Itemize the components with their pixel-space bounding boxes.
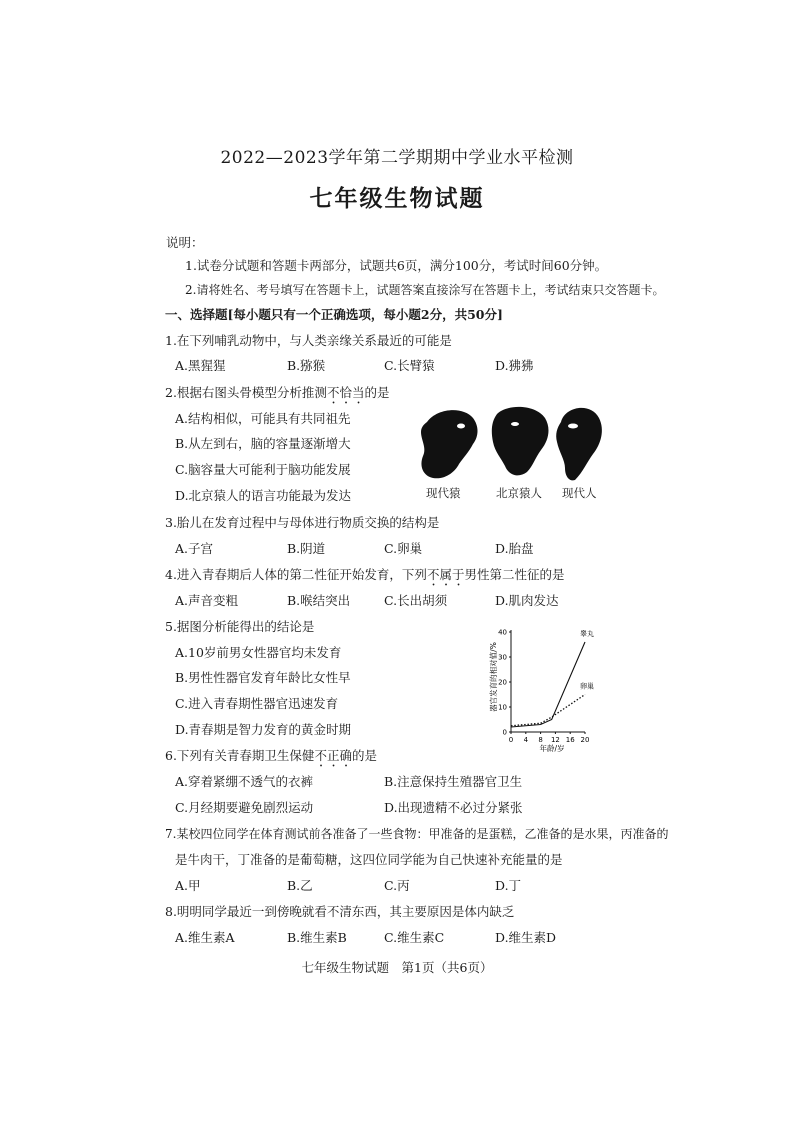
q6-option-a: A.穿着紧绷不透气的衣裤 [175,774,314,789]
q7-option-c: C.丙 [384,878,410,893]
chart-x-tick-label: 12 [550,736,560,744]
q2-stem-emphasis: 不恰当 [326,385,365,400]
page-footer: 七年级生物试题 第1页（共6页） [301,960,493,975]
chart-x-axis-label: 年龄/岁 [539,744,565,753]
chart-y-tick-label: 40 [498,628,507,637]
chart-y-tick-label: 30 [498,653,507,662]
q2-stem: 2.根据右图头骨模型分析推测不恰当的是 [165,385,390,400]
chart-y-tick-label: 20 [498,678,507,687]
q8-option-a: A.维生素A [175,930,235,945]
q6-stem-emphasis: 不正确 [314,748,352,763]
instructions-heading: 说明： [166,235,204,250]
section-1-heading: 一、选择题[每小题只有一个正确选项，每小题2分，共50分] [165,307,503,322]
q6-option-b: B.注意保持生殖器官卫生 [384,774,523,789]
q7-option-d: D.丁 [495,878,522,893]
exam-title-year: 2022—2023学年第二学期期中学业水平检测 [220,148,574,168]
instruction-item-1: 1.试卷分试题和答题卡两部分，试题共6页，满分100分，考试时间60分钟。 [185,258,608,273]
chart-x-tick-label: 8 [538,736,543,744]
q8-option-d: D.维生素D [495,930,557,945]
skull-label-modern-ape: 现代猿 [426,486,461,500]
q1-option-c: C.长臂猿 [384,358,435,373]
modern-ape-skull [421,410,478,478]
q2-option-c: C.脑容量大可能利于脑功能发展 [175,462,351,477]
instruction-item-2: 2.请将姓名、考号填写在答题卡上，试题答案直接涂写在答题卡上，考试结束只交答题卡。 [185,283,665,297]
q6-option-d: D.出现遗精不必过分紧张 [384,800,523,815]
modern-human-skull [556,408,602,481]
q5-stem: 5.据图分析能得出的结论是 [165,619,315,634]
q2-option-b: B.从左到右，脑的容量逐渐增大 [175,436,351,451]
q3-option-c: C.卵巢 [384,541,423,556]
chart-x-tick-label: 4 [523,736,529,744]
chart-series-label: 卵巢 [580,682,594,691]
chart-x-tick-label: 0 [508,736,514,744]
chart-x-tick-label: 20 [580,736,590,744]
q5-option-c: C.进入青春期性器官迅速发育 [175,696,339,711]
chart-y-tick-label: 0 [502,728,507,737]
q6-stem: 6.下列有关青春期卫生保健不正确的是 [165,748,377,763]
q5-option-a: A.10岁前男女性器官均未发育 [175,645,342,660]
q7-option-b: B.乙 [287,878,313,893]
q4-option-b: B.喉结突出 [287,593,351,608]
chart-x-tick-label: 16 [565,736,575,744]
q6-option-c: C.月经期要避免剧烈运动 [175,800,314,815]
q7-stem-line-2: 是牛肉干，丁准备的是葡萄糖，这四位同学能为自己快速补充能量的是 [175,852,563,867]
chart-y-tick-label: 10 [498,703,507,712]
q4-stem: 4.进入青春期后人体的第二性征开始发育，下列不属于男性第二性征的是 [165,567,565,582]
q1-option-b: B.猕猴 [287,358,326,373]
skull-models-figure [415,400,615,485]
q3-option-b: B.阴道 [287,541,326,556]
chart-series-label: 睾丸 [580,630,594,638]
skull-label-modern-human: 现代人 [562,486,597,500]
chart-series-line-testis [511,642,585,727]
q4-stem-emphasis: 不属于 [426,567,465,582]
q1-option-d: D.狒狒 [495,358,534,373]
q7-option-a: A.甲 [175,878,201,893]
q5-option-d: D.青春期是智力发育的黄金时期 [175,722,352,737]
q1-stem: 1.在下列哺乳动物中，与人类亲缘关系最近的可能是 [165,333,452,348]
q1-option-a: A.黑猩猩 [175,358,226,373]
q4-option-c: C.长出胡须 [384,593,448,608]
organ-development-chart [485,620,610,755]
chart-y-axis-label: 器官发育的相对值/% [489,642,498,712]
q4-option-a: A.声音变粗 [175,593,239,608]
q3-option-a: A.子宫 [175,541,214,556]
q3-stem: 3.胎儿在发育过程中与母体进行物质交换的结构是 [165,515,440,530]
q2-option-d: D.北京猿人的语言功能最为发达 [175,488,352,503]
skull-label-peking-man: 北京猿人 [496,486,542,500]
q2-option-a: A.结构相似，可能具有共同祖先 [175,411,351,426]
exam-title-subject: 七年级生物试题 [309,185,485,212]
q4-option-d: D.肌肉发达 [495,593,559,608]
q5-option-b: B.男性性器官发育年龄比女性早 [175,670,351,685]
peking-man-skull [492,407,549,475]
q3-option-d: D.胎盘 [495,541,534,556]
q8-stem: 8.明明同学最近一到傍晚就看不清东西，其主要原因是体内缺乏 [165,904,515,919]
q7-stem-line-1: 7.某校四位同学在体育测试前各准备了一些食物：甲准备的是蛋糕，乙准备的是水果，丙准备的 [165,827,669,841]
q8-option-b: B.维生素B [287,930,347,945]
q8-option-c: C.维生素C [384,930,445,945]
